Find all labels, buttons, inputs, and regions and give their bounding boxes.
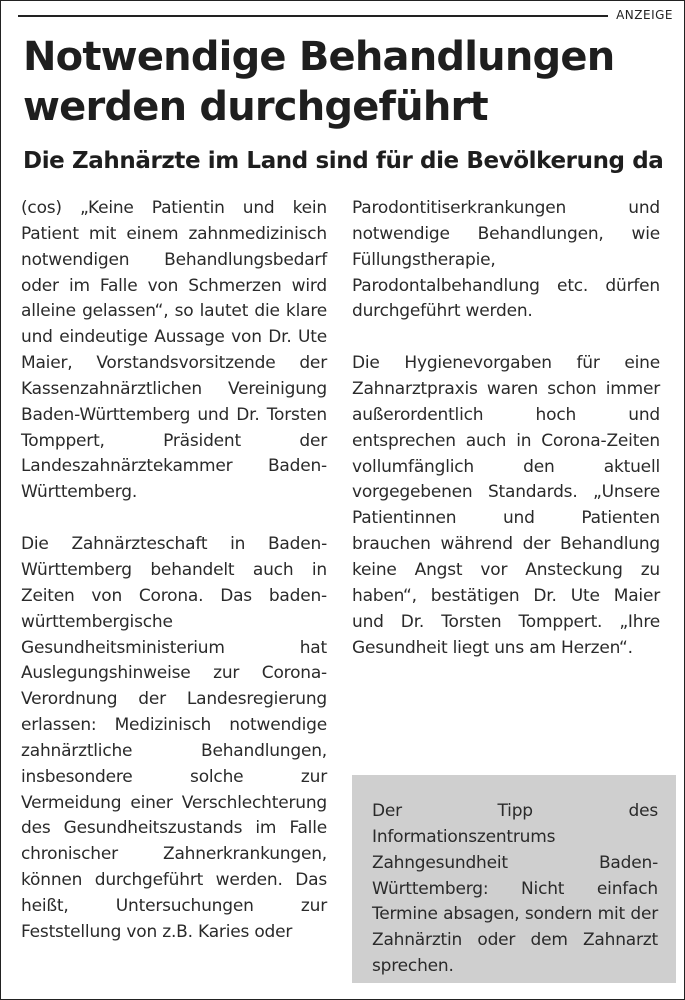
left-paragraph-1: (cos) „Keine Patientin und kein Patient mit einem zahnmedizinisch notwendigen Behandlungsbedarf oder im Falle von Schmerzen wird alleine gelassen“, so lautet die klare und eindeutige Aussage von Dr. Ute Maier, Vorstandsvorsitzende der Kassenzahnärztlichen Vereinigung Baden-Württemberg und Dr. Torsten Tomppert, Präsident der Landeszahnärztekammer Baden-Württemberg. xyxy=(21,198,327,503)
headline: Notwendige Behandlungen werden durchgeführt xyxy=(23,34,615,130)
ad-label: ANZEIGE xyxy=(616,8,673,22)
top-rule xyxy=(18,15,608,17)
left-column xyxy=(21,196,327,946)
left-paragraph-2: Die Zahnärzteschaft in Baden-Württemberg behandelt auch in Zeiten von Corona. Das baden-württembergische Gesundheitsministerium hat Auslegungshinweise zur Corona-Verordnung der Landesregierung erlassen: Medizinisch notwendige zahnärztliche Behandlungen, insbesondere solche zur Vermeidung einer Verschlechterung des Gesundheitszustands im Falle chronischer Zahnerkrankungen, können durchgeführt werden. Das heißt, Untersuchungen zur Feststellung von z.B. Karies oder xyxy=(21,534,327,942)
right-paragraph-1: Parodontitiserkrankungen und notwendige Behandlungen, wie Füllungstherapie, Parodontalbehandlung etc. dürfen durchgeführt werden. xyxy=(352,198,660,322)
tip-box xyxy=(352,775,676,983)
right-paragraph-2: Die Hygienevorgaben für eine Zahnarztpraxis waren schon immer außerordentlich hoch und entsprechen auch in Corona-Zeiten vollumfänglich den aktuell vorgegebenen Standards. „Unsere Patientinnen und Patienten brauchen während der Behandlung keine Angst vor Ansteckung zu haben“, bestätigen Dr. Ute Maier und Dr. Torsten Tomppert. „Ihre Gesundheit liegt uns am Herzen“. xyxy=(352,353,660,658)
subheadline: Die Zahnärzte im Land sind für die Bevölkerung da xyxy=(23,148,664,174)
right-column xyxy=(352,196,660,661)
tip-text: Der Tipp des Informationszentrums Zahngesundheit Baden-Württemberg: Nicht einfach Termine absagen, sondern mit der Zahnärztin oder dem Zahnarzt sprechen. xyxy=(372,801,658,977)
